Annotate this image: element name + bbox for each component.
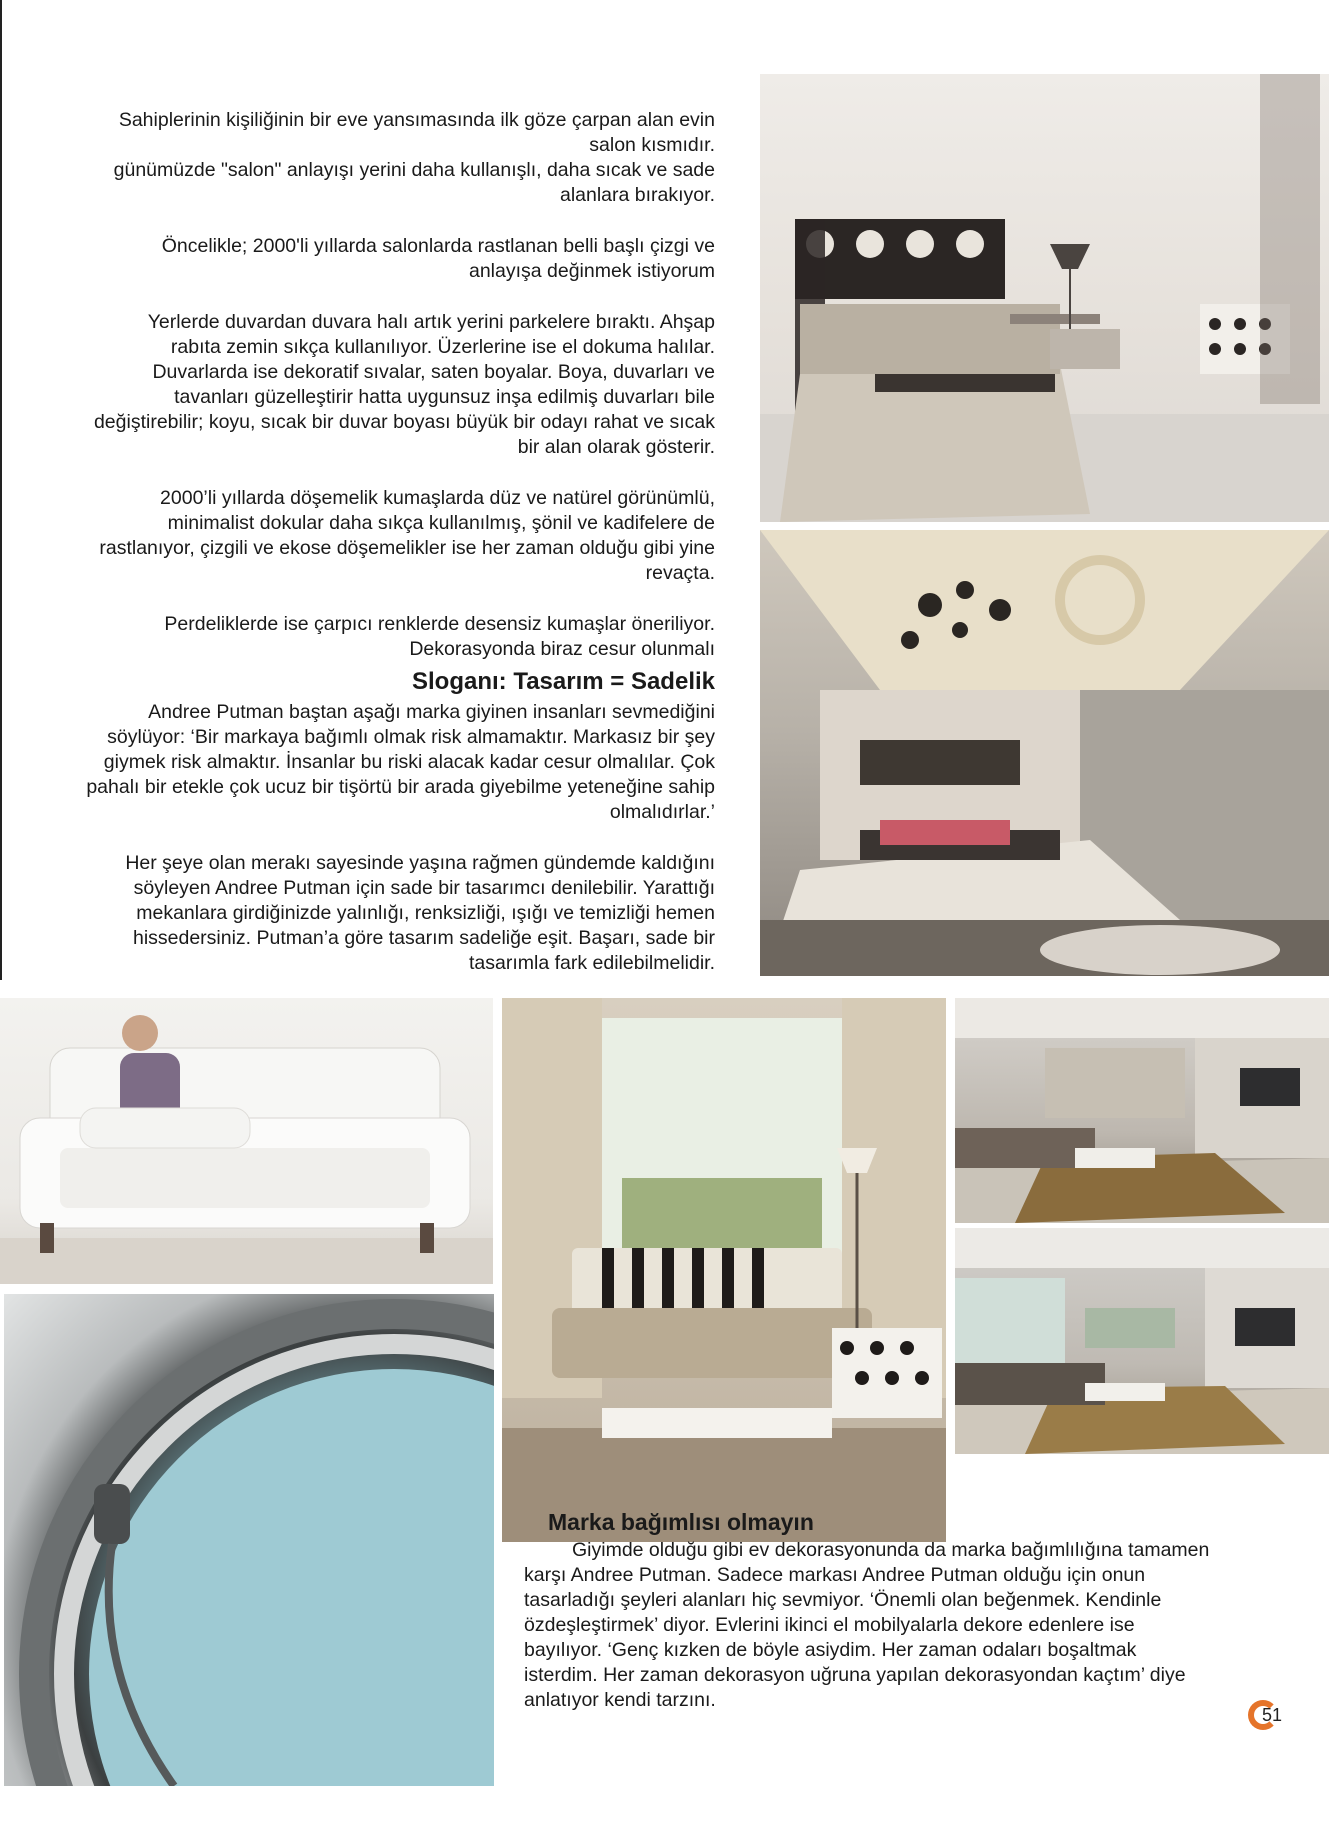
page-number-text: 51 (1262, 1705, 1283, 1725)
text-line: Her şeye olan merakı sayesinde yaşına rağmen gündemde kaldığını (125, 852, 715, 874)
text-line: Perdeliklerde ise çarpıcı renklerde desensiz kumaşlar öneriliyor. (164, 613, 715, 635)
paragraph-floors (40, 310, 715, 460)
text-line: mekanlara girdiğinizde yalınlığı, renksizliği, ışığı ve temizliği hemen (136, 902, 715, 924)
text-line: isterdim. Her zaman dekorasyon uğruna yapılan dekorasyondan kaçtım’ diye (524, 1664, 1186, 1686)
section-heading-brand: Marka bağımlısı olmayın (548, 1509, 814, 1535)
text-line: hissedersiniz. Putman’a göre tasarım sadeliğe eşit. Başarı, sade bir (132, 927, 715, 949)
bedroom-photo (760, 74, 1329, 522)
text-line: Giyimde olduğu gibi ev dekorasyonunda da marka bağımlılığına tamamen (572, 1539, 1210, 1561)
text-line: rabıta zemin sıkça kullanılıyor. Üzerlerine ise el dokuma halılar. (170, 336, 715, 358)
living-room-curtains-photo (502, 998, 946, 1542)
text-line: salon kısmıdır. (589, 134, 715, 156)
text-line: özdeşleştirmek’ diyor. Evlerini ikinci el mobilyalarla dekore edenlere ise (524, 1614, 1135, 1636)
paragraph-brand (524, 1538, 1274, 1713)
text-line: anlayışa değinmek istiyorum (468, 260, 715, 282)
paragraph-intro (40, 108, 715, 208)
page-edge-rule (0, 0, 2, 980)
modern-living-room-photo-top (955, 998, 1329, 1223)
paragraph-2000s (40, 234, 715, 284)
brand-section (524, 1508, 1274, 1713)
text-line: pahalı bir etekle çok ucuz bir tişörtü bir arada giyebilme yeteneğine sahip (86, 776, 715, 798)
paragraph-curtains (40, 612, 715, 662)
text-line: tavanları güzelleştirir hatta uygunsuz inşa edilmiş duvarları bile (174, 386, 715, 408)
text-line: bayılıyor. ‘Genç kızken de böyle asiydim. Her zaman odaları boşaltmak (524, 1639, 1137, 1661)
text-line: Sahiplerinin kişiliğinin bir eve yansımasında ilk göze çarpan alan evin (118, 109, 715, 131)
white-sofa-photo (0, 998, 493, 1284)
text-line: günümüzde "salon" anlayışı yerini daha kullanışlı, daha sıcak ve sade (113, 159, 715, 181)
article-column (40, 108, 715, 1002)
paragraph-fabrics (40, 486, 715, 586)
text-line: revaçta. (645, 562, 715, 584)
text-line: tasarımla fark edilebilmelidir. (468, 952, 715, 974)
text-line: olmalıdırlar.’ (609, 801, 715, 823)
text-line: Dekorasyonda biraz cesur olunmalı (409, 638, 715, 660)
modern-living-room-photo-bottom (955, 1228, 1329, 1454)
text-line: alanlara bırakıyor. (559, 184, 715, 206)
text-line: giymek risk almaktır. İnsanlar bu riski alacak kadar cesur olmalılar. Çok (103, 751, 715, 773)
paint-can-photo (4, 1294, 494, 1786)
paragraph-putman-quote (40, 700, 715, 825)
text-line: değiştirebilir; koyu, sıcak bir duvar boyası büyük bir odayı rahat ve sıcak (93, 411, 715, 433)
text-line: rastlanıyor, çizgili ve ekose döşemelikler ise her zaman olduğu gibi yine (99, 537, 715, 559)
text-line: söylüyor: ‘Bir markaya bağımlı olmak risk almamaktır. Markasız bir şey (107, 726, 715, 748)
modern-bedroom-photo (760, 530, 1329, 976)
text-line: 2000’li yıllarda döşemelik kumaşlarda düz ve natürel görünümlü, (160, 487, 715, 509)
text-line: Yerlerde duvardan duvara halı artık yerini parkelere bıraktı. Ahşap (147, 311, 715, 333)
text-line: karşı Andree Putman. Sadece markası Andree Putman olduğu için onun (524, 1564, 1146, 1586)
section-heading-slogan: Sloganı: Tasarım = Sadelik (412, 668, 715, 695)
paragraph-putman-simple (40, 851, 715, 976)
page-number (1248, 1700, 1294, 1732)
text-line: bir alan olarak gösterir. (517, 436, 715, 458)
text-line: anlatıyor kendi tarzını. (524, 1689, 716, 1711)
text-line: minimalist dokular daha sıkça kullanılmış, şönil ve kadifelere de (167, 512, 715, 534)
text-line: tasarladığı şeyleri alanları hiç sevmiyor. ‘Önemli olan beğenmek. Kendinle (524, 1589, 1162, 1611)
text-line: Öncelikle; 2000'li yıllarda salonlarda rastlanan belli başlı çizgi ve (161, 235, 715, 257)
text-line: söyleyen Andree Putman için sade bir tasarımcı denilebilir. Yarattığı (133, 877, 715, 899)
text-line: Andree Putman baştan aşağı marka giyinen insanları sevmediğini (148, 701, 715, 723)
text-line: Duvarlarda ise dekoratif sıvalar, saten boyalar. Boya, duvarları ve (152, 361, 715, 383)
